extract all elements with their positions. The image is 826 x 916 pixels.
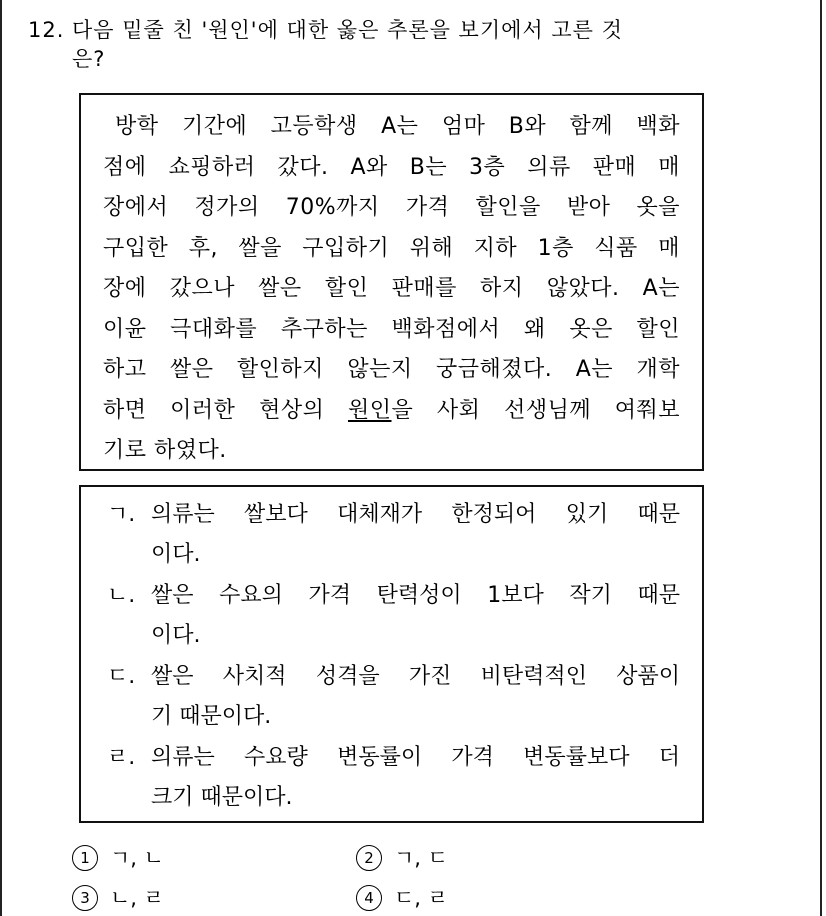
underlined-cause-word: 원인 (347, 397, 392, 423)
choice-text-cont: 기 때문이다. (151, 704, 272, 729)
choice-text: 쌀은 수요의 가격 탄력성이 1보다 작기 때문 (151, 583, 680, 608)
passage-line: 구입한 후, 쌀을 구입하기 위해 지하 1층 식품 매 (103, 235, 680, 261)
choice-label: ㄹ. (107, 745, 136, 770)
question-text-line-1: 다음 밑줄 친 '원인'에 대한 옳은 추론을 보기에서 고른 것 (72, 18, 623, 42)
choice-text: 쌀은 사치적 성격을 가진 비탄력적인 상품이 (151, 664, 680, 689)
passage-line: 방학 기간에 고등학생 A는 엄마 B와 함께 백화 (115, 114, 680, 139)
choice-text-cont: 이다. (151, 623, 201, 648)
passage-line: 기로 하였다. (103, 438, 227, 463)
circled-number: 4 (356, 885, 382, 911)
question-text-line-2: 은? (72, 47, 106, 71)
choice-text: 의류는 수요량 변동률이 가격 변동률보다 더 (151, 745, 680, 770)
answer-text: ㄷ, ㄹ (394, 886, 448, 910)
passage-line: 장에 갔으나 쌀은 할인 판매를 하지 않았다. A는 (103, 276, 680, 301)
passage-line: 하고 쌀은 할인하지 않는지 궁금해졌다. A는 개학 (103, 357, 680, 382)
choice-label: ㄴ. (107, 583, 136, 608)
choice-text-cont: 크기 때문이다. (151, 785, 293, 810)
choices-box (79, 485, 704, 823)
answer-option-2[interactable] (356, 843, 448, 873)
choice-a (107, 495, 680, 575)
circled-number: 3 (72, 885, 98, 911)
passage-line: 이윤 극대화를 추구하는 백화점에서 왜 옷은 할인 (103, 316, 680, 342)
answer-option-1[interactable] (72, 843, 164, 873)
passage-text: 하면 이러한 현상의 (103, 397, 348, 423)
answer-option-3[interactable] (72, 883, 164, 913)
passage-box (79, 93, 704, 471)
passage-line: 점에 쇼핑하러 갔다. A와 B는 3층 의류 판매 매 (103, 154, 680, 180)
passage-line-with-underline (103, 391, 680, 432)
choice-d (107, 738, 680, 818)
answer-text: ㄱ, ㄴ (110, 846, 164, 870)
passage-text: 을 사회 선생님께 여쭤보 (391, 397, 680, 423)
circled-number: 1 (72, 845, 98, 871)
question-stem (28, 16, 798, 74)
circled-number: 2 (356, 845, 382, 871)
answer-option-4[interactable] (356, 883, 448, 913)
answer-text: ㄱ, ㄷ (394, 846, 448, 870)
question-number: 12. (28, 18, 65, 42)
passage-line: 장에서 정가의 70%까지 가격 할인을 받아 옷을 (103, 195, 680, 220)
choice-text-cont: 이다. (151, 542, 201, 567)
choice-c (107, 657, 680, 737)
choice-text: 의류는 쌀보다 대체재가 한정되어 있기 때문 (151, 502, 680, 527)
answer-text: ㄴ, ㄹ (110, 886, 164, 910)
choice-label: ㄱ. (107, 502, 136, 527)
choice-label: ㄷ. (107, 664, 136, 689)
choice-b (107, 576, 680, 656)
